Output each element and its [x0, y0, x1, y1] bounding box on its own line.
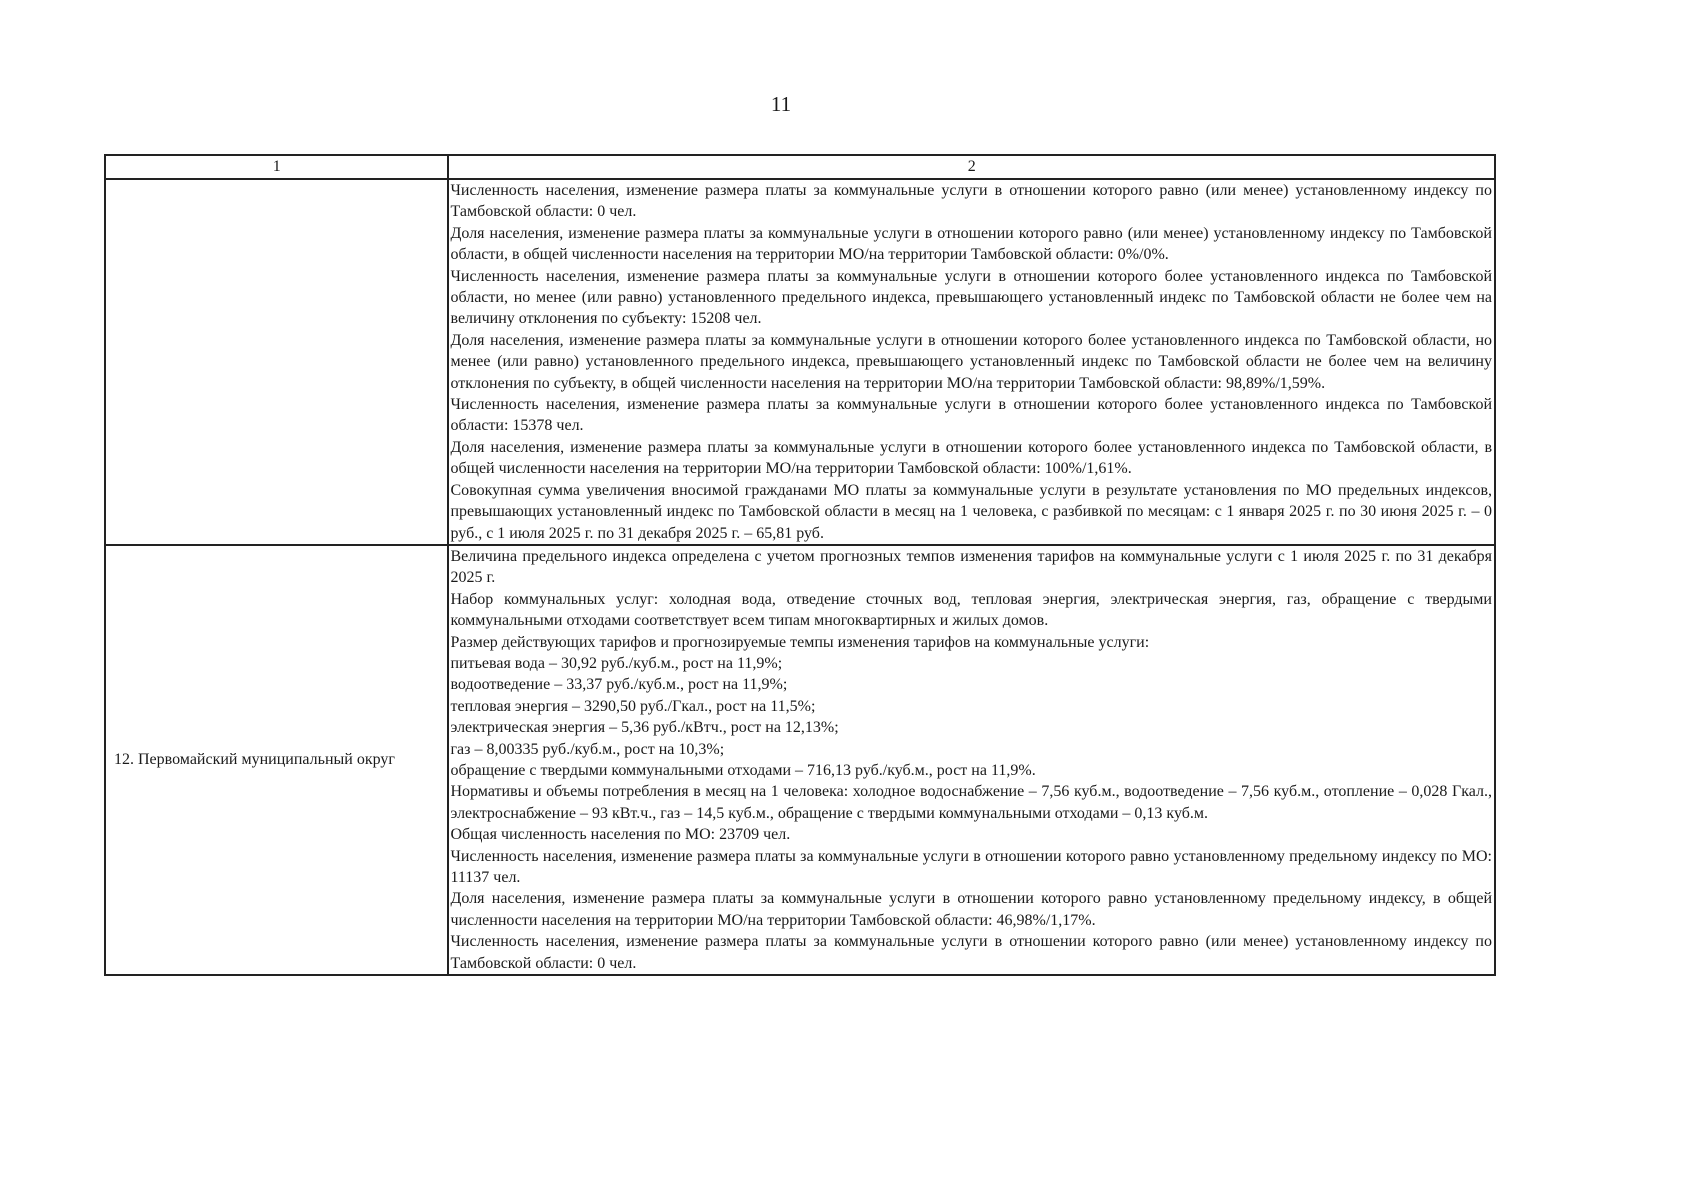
paragraph: Нормативы и объемы потребления в месяц на 1 человека: холодное водоснабжение – 7,56 куб.м., водоотведение – 7,56 куб.м., отопление – 0,028 Гкал., электроснабжение – 93 кВт.ч., газ – 14,5 куб.м., обращение с твердыми коммунальными отходами – 0,13 куб.м. — [450, 783, 1492, 822]
tariff-line: тепловая энергия – 3290,50 руб./Гкал., рост на 11,5%; — [450, 697, 816, 715]
table-header-row — [105, 155, 1495, 179]
paragraph: Численность населения, изменение размера платы за коммунальные услуги в отношении которого более установленного индекса по Тамбовской области, но менее (или равно) установленного предельного индекса, превышающего установленный индекс по Тамбовской области не более чем на величину отклонения по субъекту: 15208 чел. — [450, 267, 1492, 328]
paragraph: Общая численность населения по МО: 23709 чел. — [450, 826, 791, 844]
header-cell-2: 2 — [448, 155, 1495, 179]
municipality-cell: 12. Первомайский муниципальный округ — [105, 545, 448, 975]
details-cell — [448, 179, 1495, 545]
page-number: 11 — [770, 92, 792, 116]
paragraph: Доля населения, изменение размера платы за коммунальные услуги в отношении которого равно установленному предельному индексу, в общей численности населения на территории МО/на территории Тамбовской области: 46,98%/1,17%. — [450, 890, 1492, 929]
tariff-line: обращение с твердыми коммунальными отходами – 716,13 руб./куб.м., рост на 11,9%. — [450, 761, 1036, 779]
paragraph: Размер действующих тарифов и прогнозируемые темпы изменения тарифов на коммунальные услуги: — [450, 633, 1150, 651]
paragraph: Набор коммунальных услуг: холодная вода, отведение сточных вод, тепловая энергия, электрическая энергия, газ, обращение с твердыми коммунальными отходами соответствует всем типам многоквартирных и жилых домов. — [450, 590, 1492, 630]
paragraph: Численность населения, изменение размера платы за коммунальные услуги в отношении которого равно (или менее) установленному индексу по Тамбовской области: 0 чел. — [450, 182, 1492, 221]
paragraph: Численность населения, изменение размера платы за коммунальные услуги в отношении которого равно (или менее) установленному индексу по Тамбовской области: 0 чел. — [450, 933, 1492, 972]
paragraph: Доля населения, изменение размера платы за коммунальные услуги в отношении которого более установленного индекса по Тамбовской области, в общей численности населения на территории МО/на территории Тамбовской области: 100%/1,61%. — [450, 438, 1492, 478]
paragraph: Доля населения, изменение размера платы за коммунальные услуги в отношении которого более установленного индекса по Тамбовской области, но менее (или равно) установленного предельного индекса, превышающего установленный индекс по Тамбовской области не более чем на величину отклонения по субъекту, в общей численности населения на территории МО/на территории Тамбовской области: 98,89%/1,59%. — [450, 331, 1492, 392]
paragraph: Величина предельного индекса определена с учетом прогнозных темпов изменения тарифов на коммунальные услуги с 1 июля 2025 г. по 31 декабря 2025 г. — [450, 547, 1492, 587]
table-row — [105, 179, 1495, 545]
tariff-line: газ – 8,00335 руб./куб.м., рост на 10,3%; — [450, 740, 725, 758]
municipality-cell — [105, 179, 448, 545]
paragraph: Численность населения, изменение размера платы за коммунальные услуги в отношении которого более установленного индекса по Тамбовской области: 15378 чел. — [450, 396, 1492, 435]
details-cell — [448, 545, 1495, 975]
paragraph: Совокупная сумма увеличения вносимой гражданами МО платы за коммунальные услуги в результате установления по МО предельных индексов, превышающих установленный индекс по Тамбовской области в месяц на 1 человека, с разбивкой по месяцам: с 1 января 2025 г. по 30 июня 2025 г. – 0 руб., с 1 июля 2025 г. по 31 декабря 2025 г. – 65,81 руб. — [450, 481, 1492, 542]
data-table — [104, 154, 1496, 976]
header-cell-1: 1 — [105, 155, 448, 179]
tariff-line: водоотведение – 33,37 руб./куб.м., рост на 11,9%; — [450, 676, 788, 694]
paragraph: Численность населения, изменение размера платы за коммунальные услуги в отношении которого равно установленному предельному индексу по МО: 11137 чел. — [450, 847, 1492, 886]
tariff-line: питьевая вода – 30,92 руб./куб.м., рост на 11,9%; — [450, 654, 783, 672]
table-row — [105, 545, 1495, 975]
paragraph: Доля населения, изменение размера платы за коммунальные услуги в отношении которого равно (или менее) установленному индексу по Тамбовской области, в общей численности населения на территории МО/на территории Тамбовской области: 0%/0%. — [450, 224, 1492, 264]
tariff-line: электрическая энергия – 5,36 руб./кВтч., рост на 12,13%; — [450, 719, 839, 737]
